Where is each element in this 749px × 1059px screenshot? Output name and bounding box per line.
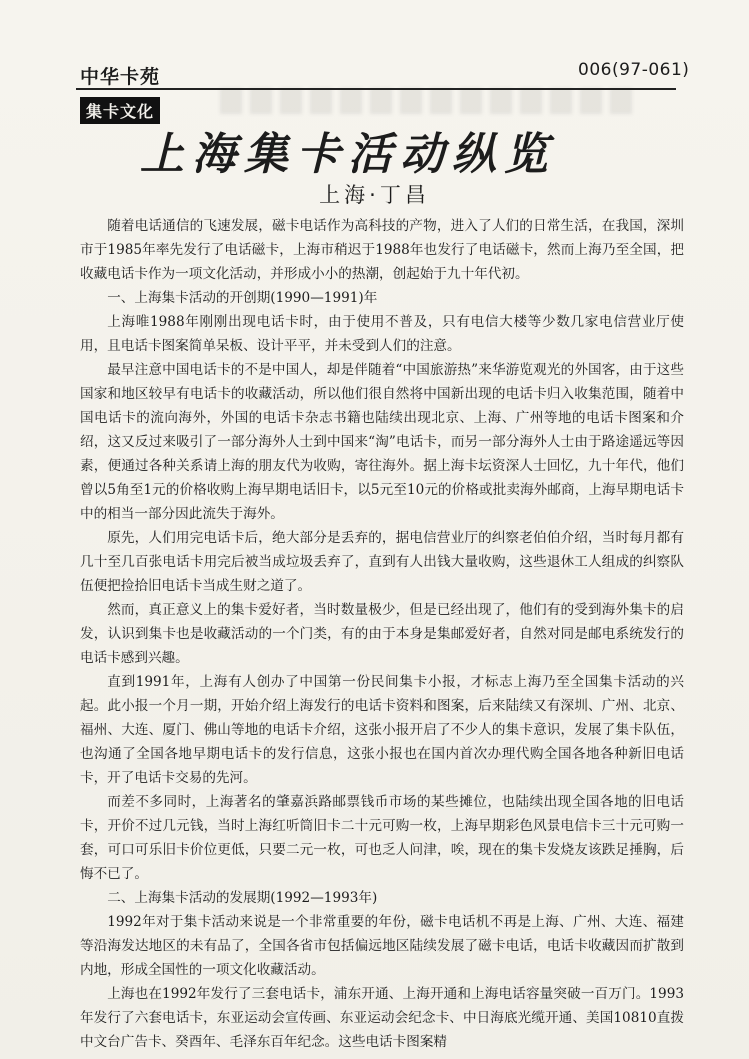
article-title: 上海集卡活动纵览 — [140, 129, 556, 180]
paragraph: 而差不多同时，上海著名的肇嘉浜路邮票钱币市场的某些摊位，也陆续出现全国各地的旧电话卡，开价不过几元钱，当时上海红听筒旧卡二十元可购一枚，上海早期彩色风景电信卡三十元可购一套，可口可乐旧卡价位更低，只要二元一枚，可也乏人问津，唉，现在的集卡发烧友该跌足捶胸，后悔不已了。 — [80, 794, 684, 882]
section-heading: 二、上海集卡活动的发展期(1992—1993年) — [107, 890, 378, 906]
document-code: 006(97-061) — [578, 60, 690, 80]
paragraph: 1992年对于集卡活动来说是一个非常重要的年份，磁卡电话机不再是上海、广州、大连、福建等沿海发达地区的未有品了，全国各省市包括偏远地区陆续发展了磁卡电话，电话卡收藏因而扩散到内地，形成全国性的一项文化收藏活动。 — [80, 914, 684, 978]
paragraph: 原先，人们用完电话卡后，绝大部分是丢弃的，据电信营业厅的纠察老伯伯介绍，当时每月都有几十至几百张电话卡用完后被当成垃圾丢弃了，直到有人出钱大量收购，这些退休工人组成的纠察队伍便把捡拾旧电话卡当成生财之道了。 — [80, 530, 684, 594]
column-tag: 集卡文化 — [80, 97, 160, 124]
section-heading: 一、上海集卡活动的开创期(1990—1991)年 — [107, 290, 378, 306]
paragraph: 随着电话通信的飞速发展，磁卡电话作为高科技的产物，进入了人们的日常生活，在我国，深圳市于1985年率先发行了电话磁卡，上海市稍迟于1988年也发行了电话磁卡，然而上海乃至全国，把收藏电话卡作为一项文化活动，并形成小小的热潮，创起始于九十年代初。 — [80, 218, 684, 282]
paragraph: 最早注意中国电话卡的不是中国人，却是伴随着“中国旅游热”来华游览观光的外国客，由于这些国家和地区较早有电话卡的收藏活动，所以他们很自然将中国新出现的电话卡归入收集范围，随着中国电话卡的流向海外，外国的电话卡杂志书籍也陆续出现北京、上海、广州等地的电话卡图案和介绍，这又反过来吸引了一部分海外人士到中国来“淘”电话卡，而另一部分海外人士由于路途遥远等因素，便通过各种关系请上海的朋友代为收购，寄往海外。据上海卡坛资深人士回忆，九十年代，他们曾以5角至1元的价格收购上海早期电话旧卡，以5元至10元的价格或批卖海外邮商，上海早期电话卡中的相当一部分因此流失于海外。 — [80, 362, 684, 522]
publication-name: 中华卡苑 — [80, 66, 161, 88]
article-body — [80, 214, 684, 1054]
article-byline: 上海·丁昌 — [319, 183, 430, 207]
paragraph: 上海唯1988年刚刚出现电话卡时，由于使用不普及，只有电信大楼等少数几家电信营业厅使用，且电话卡图案简单呆板、设计平平，并未受到人们的注意。 — [80, 314, 684, 354]
paragraph: 上海也在1992年发行了三套电话卡，浦东开通、上海开通和上海电话容量突破一百万门。1993年发行了六套电话卡，东亚运动会宣传画、东亚运动会纪念卡、中日海底光缆开通、美国10810直拨中文台广告卡、癸酉年、毛泽东百年纪念。这些电话卡图案精 — [80, 986, 684, 1050]
header-divider — [76, 88, 676, 90]
paragraph: 然而，真正意义上的集卡爱好者，当时数量极少，但是已经出现了，他们有的受到海外集卡的启发，认识到集卡也是收藏活动的一个门类，有的由于本身是集邮爱好者，自然对同是邮电系统发行的电话卡感到兴趣。 — [80, 602, 684, 666]
paragraph: 直到1991年，上海有人创办了中国第一份民间集卡小报，才标志上海乃至全国集卡活动的兴起。此小报一个月一期，开始介绍上海发行的电话卡资料和图案，后来陆续又有深圳、广州、北京、福州、大连、厦门、佛山等地的电话卡介绍，这张小报开启了不少人的集卡意识，发展了集卡队伍，也沟通了全国各地早期电话卡的发行信息，这张小报也在国内首次办理代购全国各地各种新旧电话卡，开了电话卡交易的先河。 — [80, 674, 684, 786]
bleed-through-text — [220, 88, 640, 114]
